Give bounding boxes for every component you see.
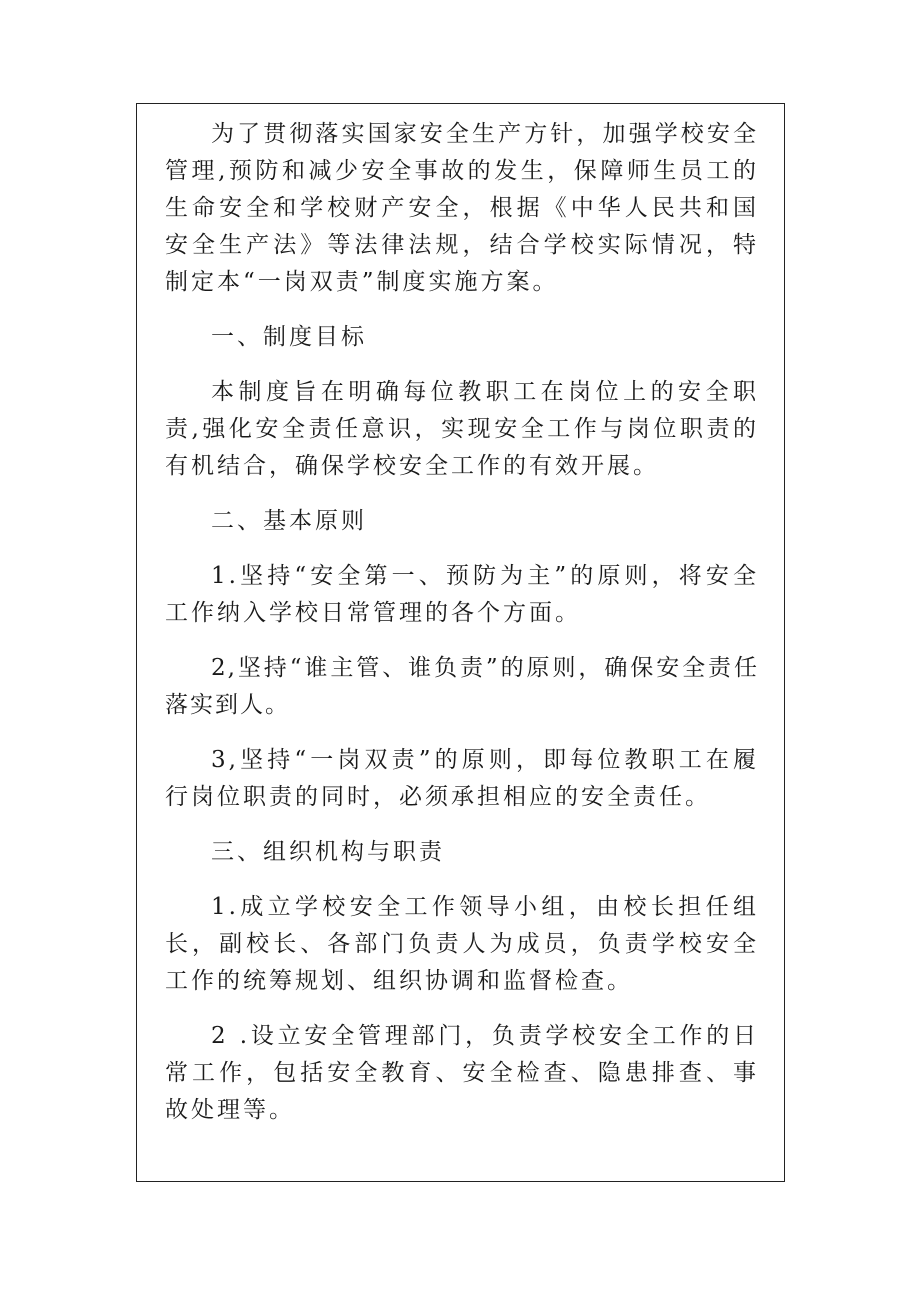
organization-item-1: 1.成立学校安全工作领导小组，由校长担任组长，副校长、各部门负责人为成员，负责学校安全工作的统筹规划、组织协调和监督检查。 <box>165 894 759 994</box>
goals-paragraph: 本制度旨在明确每位教职工在岗位上的安全职责,强化安全责任意识，实现安全工作与岗位职责的有机结合，确保学校安全工作的有效开展。 <box>165 379 759 479</box>
section-heading-goals: 一、制度目标 <box>211 324 367 350</box>
document-frame <box>136 103 785 1182</box>
principle-item-3: 3,坚持“一岗双责”的原则，即每位教职工在履行岗位职责的同时，必须承担相应的安全责任。 <box>165 747 759 810</box>
section-heading-organization: 三、组织机构与职责 <box>211 839 445 865</box>
principle-item-2: 2,坚持“谁主管、谁负责”的原则，确保安全责任落实到人。 <box>165 655 759 718</box>
intro-paragraph: 为了贯彻落实国家安全生产方针，加强学校安全管理,预防和减少安全事故的发生，保障师生员工的生命安全和学校财产安全，根据《中华人民共和国安全生产法》等法律法规，结合学校实际情况，特制定本“一岗双责”制度实施方案。 <box>165 121 759 295</box>
document-body <box>165 116 759 1147</box>
organization-item-2: 2 .设立安全管理部门，负责学校安全工作的日常工作，包括安全教育、安全检查、隐患排查、事故处理等。 <box>165 1023 759 1123</box>
principle-item-1: 1.坚持“安全第一、预防为主”的原则，将安全工作纳入学校日常管理的各个方面。 <box>165 563 759 626</box>
section-heading-principles: 二、基本原则 <box>211 508 367 534</box>
